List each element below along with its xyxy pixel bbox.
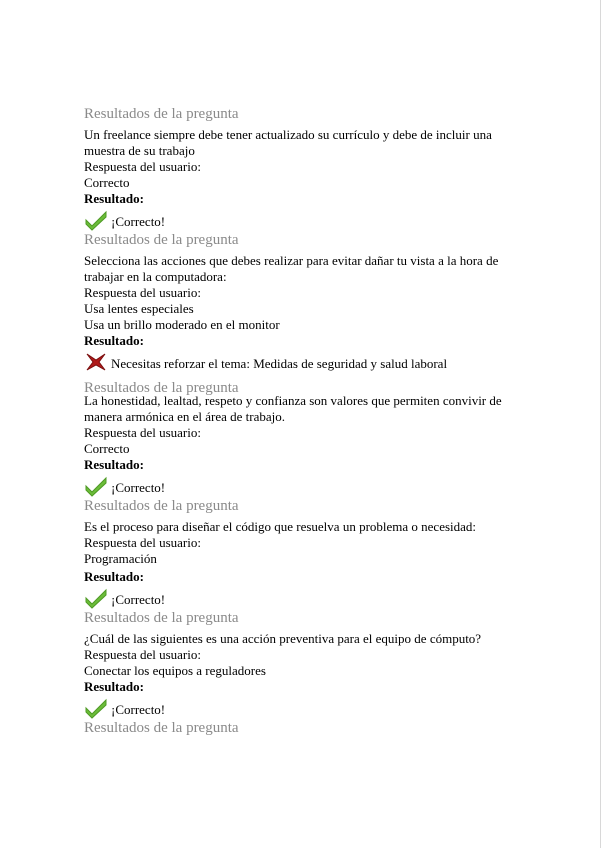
section-heading: Resultados de la pregunta	[84, 380, 239, 396]
user-answer: Correcto	[84, 441, 130, 456]
question-block-5	[84, 609, 524, 719]
result-line	[84, 207, 524, 231]
question-block-4	[84, 497, 524, 609]
cross-icon	[84, 351, 108, 373]
question-text: ¿Cuál de las siguientes es una acción preventiva para el equipo de cómputo?	[84, 631, 482, 646]
result-text: ¡Correcto!	[111, 702, 166, 717]
result-text: ¡Correcto!	[111, 214, 166, 229]
user-answer: Correcto	[84, 175, 130, 190]
check-icon	[84, 697, 108, 719]
question-text: Es el proceso para diseñar el código que resuelva un problema o necesidad:	[84, 519, 477, 534]
section-heading: Resultados de la pregunta	[84, 610, 239, 626]
result-label: Resultado:	[84, 191, 144, 206]
user-answer-label: Respuesta del usuario:	[84, 535, 201, 550]
question-text: Un freelance siempre debe tener actualizado su currículo y debe de incluir una muestra de su trabajo	[84, 127, 492, 158]
user-answer-label: Respuesta del usuario:	[84, 425, 201, 440]
user-answer-label: Respuesta del usuario:	[84, 647, 201, 662]
question-text: La honestidad, lealtad, respeto y confianza son valores que permiten convivir de manera armónica en el área de trabajo.	[84, 393, 502, 424]
section-heading: Resultados de la pregunta	[84, 720, 239, 736]
section-heading: Resultados de la pregunta	[84, 232, 239, 248]
result-label: Resultado:	[84, 679, 144, 694]
section-heading: Resultados de la pregunta	[84, 106, 239, 122]
result-text: Necesitas reforzar el tema: Medidas de seguridad y salud laboral	[111, 356, 448, 371]
question-block-2	[84, 231, 524, 379]
question-block-3	[84, 379, 524, 497]
result-line	[84, 349, 524, 373]
results-document	[84, 105, 524, 737]
user-answer: Programación	[84, 551, 157, 566]
question-block-1	[84, 105, 524, 231]
check-icon	[84, 587, 108, 609]
result-line	[84, 585, 524, 609]
result-label: Resultado:	[84, 569, 144, 584]
question-text: Selecciona las acciones que debes realizar para evitar dañar tu vista a la hora de trabajar en la computadora:	[84, 253, 499, 284]
check-icon	[84, 209, 108, 231]
result-line	[84, 695, 524, 719]
section-heading: Resultados de la pregunta	[84, 498, 239, 514]
user-answer: Usa lentes especiales	[84, 301, 194, 316]
result-line	[84, 473, 524, 497]
user-answer: Usa un brillo moderado en el monitor	[84, 317, 280, 332]
user-answer-label: Respuesta del usuario:	[84, 285, 201, 300]
user-answer-label: Respuesta del usuario:	[84, 159, 201, 174]
check-icon	[84, 475, 108, 497]
user-answer: Conectar los equipos a reguladores	[84, 663, 266, 678]
result-text: ¡Correcto!	[111, 480, 166, 495]
result-label: Resultado:	[84, 333, 144, 348]
result-text: ¡Correcto!	[111, 592, 166, 607]
result-label: Resultado:	[84, 457, 144, 472]
